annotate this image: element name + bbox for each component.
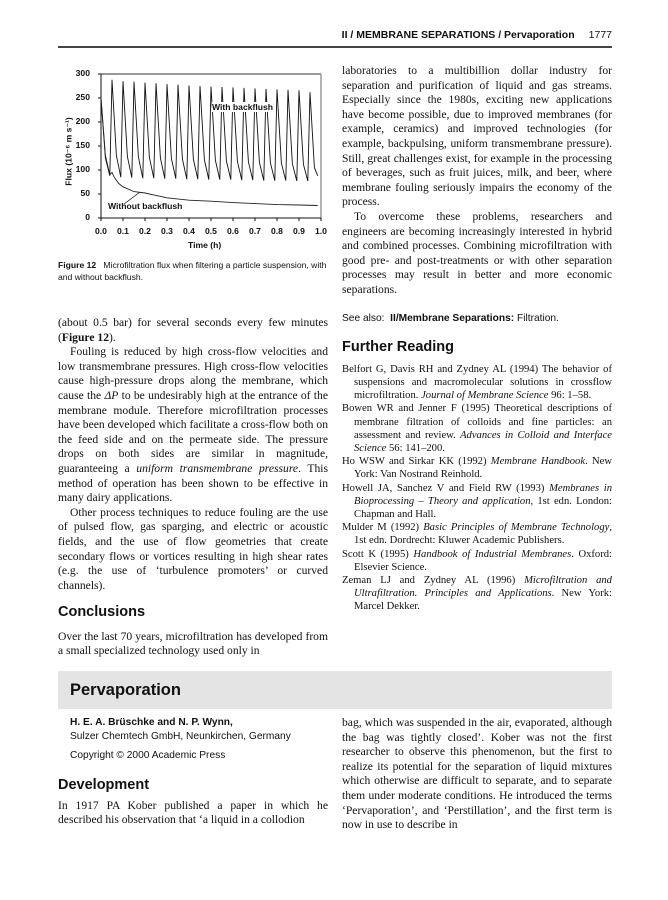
annotation-without-backflush: Without backflush bbox=[108, 201, 183, 211]
paragraph: (about 0.5 bar) for several seconds every few minutes (Figure 12). bbox=[58, 316, 328, 344]
authors: H. E. A. Brüschke and N. P. Wynn, bbox=[70, 717, 233, 728]
left-column bbox=[58, 316, 328, 659]
x-tick-label: 0.5 bbox=[205, 226, 217, 236]
article-title: Pervaporation bbox=[70, 681, 181, 699]
x-tick-label: 0.6 bbox=[227, 226, 239, 236]
paragraph: Fouling is reduced by high cross-flow velocities and low transmembrane pressures. High cross-flow velocities cause high-pressure drops along the membrane, which cause the ΔP to be undesirably high at the entrance of the membrane module. Therefore microfiltration processes have been developed which facilitate a cross-flow both on the feed side and on the permeate side. The pressure drops on both sides are similar in magnitude, guaranteeing a uniform transmembrane pressure. This method of operation has been shown to be effective in many dairy applications. bbox=[58, 345, 328, 505]
y-tick-label: 50 bbox=[80, 188, 90, 198]
reference-item: Zeman LJ and Zydney AL (1996) Microfiltration and Ultrafiltration. Principles and Applications. New York: Marcel Dekker. bbox=[342, 574, 612, 613]
development-heading: Development bbox=[58, 777, 150, 793]
annotation-with-backflush: With backflush bbox=[212, 102, 274, 112]
y-tick-label: 250 bbox=[75, 92, 90, 102]
see-also-target[interactable]: Filtration. bbox=[516, 312, 559, 324]
y-tick-label: 150 bbox=[75, 140, 90, 150]
figure-number: Figure 12 bbox=[58, 260, 97, 270]
paragraph: To overcome these problems, researchers and engineers are becoming increasingly interested in hybrid and combined processes. Combining microfiltration with good pre- and post-treatments or with other separation processes may result in better and more economic separations. bbox=[342, 209, 612, 296]
x-tick-label: 0.7 bbox=[249, 226, 261, 236]
right-column bbox=[342, 64, 612, 614]
author-affiliation bbox=[70, 716, 291, 744]
y-tick-label: 200 bbox=[75, 116, 90, 126]
affiliation: Sulzer Chemtech GmbH, Neunkirchen, Germany bbox=[70, 731, 291, 742]
paragraph: bag, which was suspended in the air, evaporated, although the bag was tightly closed’. Kober was not the first researcher to observe this phenomenon, but the first to realize its potential for the separation of liquid mixtures which otherwise are difficult to separate, and to separate them under moderate conditions. He introduced the terms ‘Pervaporation’, and ‘Perstillation’, and the first term is now in use to describe in bbox=[342, 716, 612, 832]
reference-item: Scott K (1995) Handbook of Industrial Membranes. Oxford: Elsevier Science. bbox=[342, 548, 613, 573]
conclusions-heading: Conclusions bbox=[58, 604, 146, 621]
x-tick-label: 0.8 bbox=[271, 226, 283, 236]
reference-item: Ho WSW and Sirkar KK (1992) Membrane Handbook. New York: Van Nostrand Reinhold. bbox=[342, 456, 612, 481]
x-tick-label: 0.0 bbox=[95, 226, 107, 236]
running-head-section: II / MEMBRANE SEPARATIONS / Pervaporation bbox=[341, 29, 575, 41]
x-axis-label: Time (h) bbox=[188, 240, 222, 250]
new-article-left-column bbox=[58, 778, 328, 828]
x-tick-label: 0.4 bbox=[183, 226, 195, 236]
further-reading-heading: Further Reading bbox=[342, 339, 454, 356]
y-tick-label: 100 bbox=[75, 164, 90, 174]
reference-item: Bowen WR and Jenner F (1995) Theoretical descriptions of membrane filtration of colloids and fine particles: an assessment and review. Advances in Colloid and Interface Science 56: 141–200. bbox=[342, 403, 612, 454]
reference-item: Howell JA, Sanchez V and Field RW (1993) Membranes in Bioprocessing – Theory and application, 1st edn. London: Chapman and Hall. bbox=[342, 482, 612, 520]
y-tick-label: 0 bbox=[85, 212, 90, 222]
y-tick-label: 300 bbox=[75, 68, 90, 78]
reference-item: Mulder M (1992) Basic Principles of Membrane Technology, 1st edn. Dordrecht: Kluwer Academic Publishers. bbox=[342, 522, 612, 547]
paragraph: Other process techniques to reduce fouling are the use of pulsed flow, gas sparging, and electric or acoustic fields, and the use of flow geometries that create secondary flows or vortices resulting in high shear rates (e.g. the use of ‘turbulence promoters’ or curved channels). bbox=[58, 505, 328, 592]
x-tick-label: 1.0 bbox=[315, 226, 327, 236]
x-tick-label: 0.9 bbox=[293, 226, 305, 236]
y-axis-label: Flux (10⁻⁶ m s⁻¹) bbox=[63, 117, 74, 186]
see-also-link[interactable]: II/Membrane Separations: bbox=[390, 312, 515, 324]
see-also: See also: II/Membrane Separations: Filtration. bbox=[342, 312, 559, 324]
reference-item: Belfort G, Davis RH and Zydney AL (1994) The behavior of suspensions and macromolecular solutions in crossflow microfiltration. Journal of Membrane Science 96: 1–58. bbox=[342, 363, 612, 402]
paragraph: laboratories to a multibillion dollar industry for separation and purification of liquid and gas streams. Especially since the 1980s, exciting new applications have become possible, due to improved membranes (for example, ceramics) and improved technologies (for example, backpulsing, uniform transmembrane pressure). Still, great challenges exist, for example in the processing of beverages, such as fruit juices, milk, and beer, where membrane fouling seriously impairs the economy of the process. bbox=[342, 64, 612, 209]
x-tick-label: 0.1 bbox=[117, 226, 129, 236]
page-number: 1777 bbox=[588, 29, 612, 41]
figure-caption-text: Microfiltration flux when filtering a particle suspension, with and without backflush. bbox=[58, 260, 327, 282]
x-tick-label: 0.3 bbox=[161, 226, 173, 236]
figure-12-chart bbox=[58, 64, 336, 254]
copyright: Copyright © 2000 Academic Press bbox=[70, 750, 226, 761]
article-title-banner bbox=[58, 671, 612, 709]
figure-caption bbox=[58, 260, 336, 283]
reference-list bbox=[342, 363, 612, 614]
paragraph: In 1917 PA Kober published a paper in which he described his observation that ‘a liquid in a collodion bbox=[58, 798, 328, 827]
x-tick-label: 0.2 bbox=[139, 226, 151, 236]
paragraph: Over the last 70 years, microfiltration has developed from a small specialized technology used only in bbox=[58, 629, 328, 658]
new-article-right-column bbox=[342, 716, 612, 833]
figure-ref-link[interactable]: Figure 12 bbox=[61, 330, 109, 344]
running-head bbox=[58, 29, 612, 48]
